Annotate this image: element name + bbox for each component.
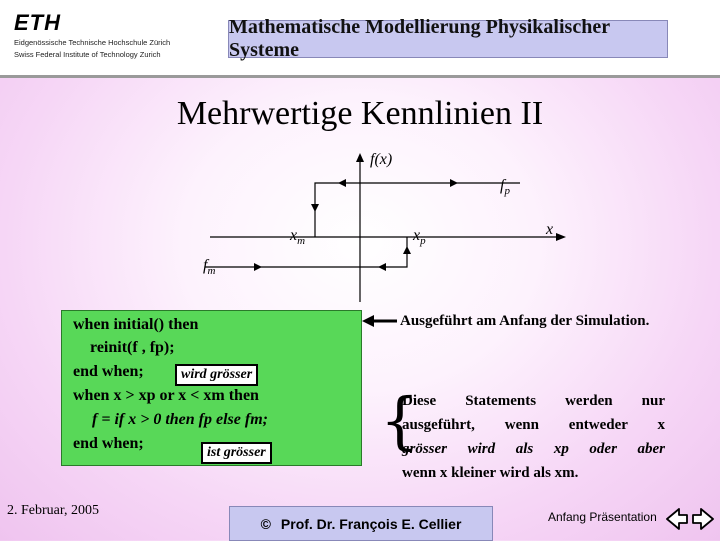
copyright-icon: © (260, 515, 271, 532)
institution-de: Eidgenössische Technische Hochschule Zürich (14, 38, 171, 47)
upper-arrow-left (338, 179, 346, 187)
xp-label: $x_p$ (413, 227, 426, 248)
x-axis-label: x (546, 221, 554, 238)
back-arrow-icon (667, 509, 687, 529)
lower-arrow-right (254, 263, 262, 271)
explanation-line-3: grösser wird als xp oder aber (402, 441, 665, 457)
author-badge: © Prof. Dr. François E. Cellier (229, 506, 493, 541)
curly-brace: { (380, 384, 420, 457)
y-axis-label: f(x) (370, 151, 393, 168)
note-pointer-arrow (362, 315, 397, 327)
xm-label: $x_m$ (290, 227, 306, 248)
fp-label: $f_p$ (500, 177, 510, 198)
explanation-line-2: ausgeführt, wenn entweder x (402, 417, 665, 433)
x-axis-arrowhead (556, 233, 566, 241)
course-title: Mathematische Modellierung Physikalischer Systeme (228, 20, 668, 58)
explanation-line-4: wenn x kleiner wird als xm. (402, 465, 579, 481)
code-line-1: when initial() then (73, 316, 199, 333)
upper-arrow-right (450, 179, 458, 187)
eth-logo: ETH (14, 10, 61, 35)
fm-label: $f_m$ (203, 257, 216, 278)
lower-arrow-left (378, 263, 386, 271)
tag-ist-groesser: ist grösser (201, 442, 272, 464)
y-axis-arrowhead (356, 153, 364, 162)
initial-note: Ausgeführt am Anfang der Simulation. (400, 313, 650, 329)
upper-left-down-arrow (311, 204, 319, 212)
header-divider (0, 75, 720, 78)
footer-date: 2. Februar, 2005 (7, 503, 99, 518)
tag-wird-groesser: wird grösser (175, 364, 258, 386)
forward-arrow-icon (693, 509, 713, 529)
slide-title: Mehrwertige Kennlinien II (176, 95, 544, 132)
code-line-4: when x > xp or x < xm then (73, 387, 259, 404)
code-line-3: end when; (73, 363, 144, 380)
lower-right-up-arrow (403, 246, 411, 254)
code-line-2: reinit(f , fp); (90, 339, 175, 356)
code-line-6: end when; (73, 435, 144, 452)
institution-en: Swiss Federal Institute of Technology Zurich (14, 50, 161, 59)
explanation-line-1: Diese Statements werden nur (402, 393, 665, 409)
nav-arrows[interactable] (665, 504, 715, 534)
start-presentation-link[interactable]: Anfang Präsentation (548, 510, 657, 524)
lower-branch (205, 237, 407, 267)
code-line-5: f = if x > 0 then fp else fm; (92, 411, 268, 428)
